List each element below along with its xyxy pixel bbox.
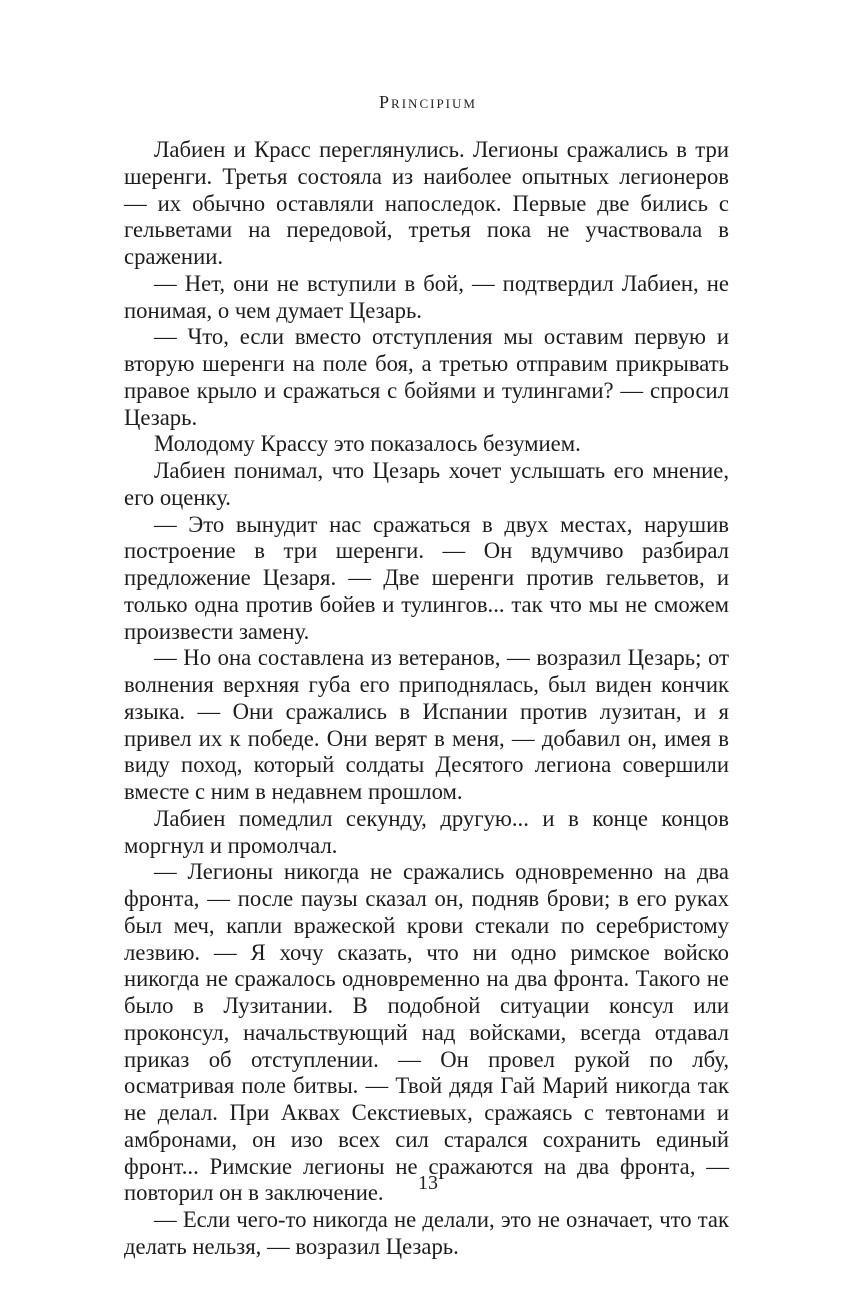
paragraph: — Что, если вместо отступления мы оставим первую и вторую шеренги на поле боя, а третью отправим прикрывать правое крыло и сражаться с бойями и тулингами? — спросил Цезарь. (124, 324, 729, 430)
paragraph: — Это вынудит нас сражаться в двух местах, нарушив построение в три шеренги. — Он вдумчиво разбирал предложение Цезаря. — Две шеренги против гельветов, и только одна против бойев и тулингов... так что мы не сможем произвести замену. (124, 511, 729, 644)
running-head: Principium (379, 92, 477, 112)
paragraph: Лабиен понимал, что Цезарь хочет услышать его мнение, его оценку. (124, 458, 729, 510)
paragraph: — Легионы никогда не сражались одновременно на два фронта, — после паузы сказал он, подняв брови; в его руках был меч, капли вражеской крови стекали по серебристому лезвию. — Я хочу сказать, что ни одно римское войско никогда не сражалось одновременно на два фронта. Такого не было в Лузитании. В подобной ситуации консул или проконсул, начальствующий над войсками, всегда отдавал приказ об отступлении. — Он провел рукой по лбу, осматривая поле битвы. — Твой дядя Гай Марий никогда так не делал. При Аквах Секстиевых, сражаясь с тевтонами и амбронами, он изо всех сил старался сохранить единый фронт... Римские легионы не сражаются на два фронта, — повторил он в заключение. (124, 859, 729, 1206)
body-text (124, 137, 729, 1261)
paragraph: Молодому Крассу это показалось безумием. (154, 431, 581, 457)
paragraph: Лабиен и Красс переглянулись. Легионы сражались в три шеренги. Третья состояла из наиболее опытных легионеров — их обычно оставляли напоследок. Первые две бились с гельветами на передовой, третья пока не участвовала в сражении. (124, 137, 729, 269)
paragraph: Лабиен помедлил секунду, другую... и в конце концов моргнул и промолчал. (124, 805, 729, 858)
page-number: 13 (418, 1172, 438, 1194)
paragraph: — Но она составлена из ветеранов, — возразил Цезарь; от волнения верхняя губа его приподнялась, был виден кончик языка. — Они сражались в Испании против лузитан, и я привел их к победе. Они верят в меня, — добавил он, имея в виду поход, который солдаты Десятого легиона совершили вместе с ним в недавнем прошлом. (124, 645, 729, 804)
paragraph: — Если чего-то никогда не делали, это не означает, что так делать нельзя, — возразил Цезарь. (124, 1207, 729, 1259)
paragraph: — Нет, они не вступили в бой, — подтвердил Лабиен, не понимая, о чем думает Цезарь. (124, 270, 729, 323)
